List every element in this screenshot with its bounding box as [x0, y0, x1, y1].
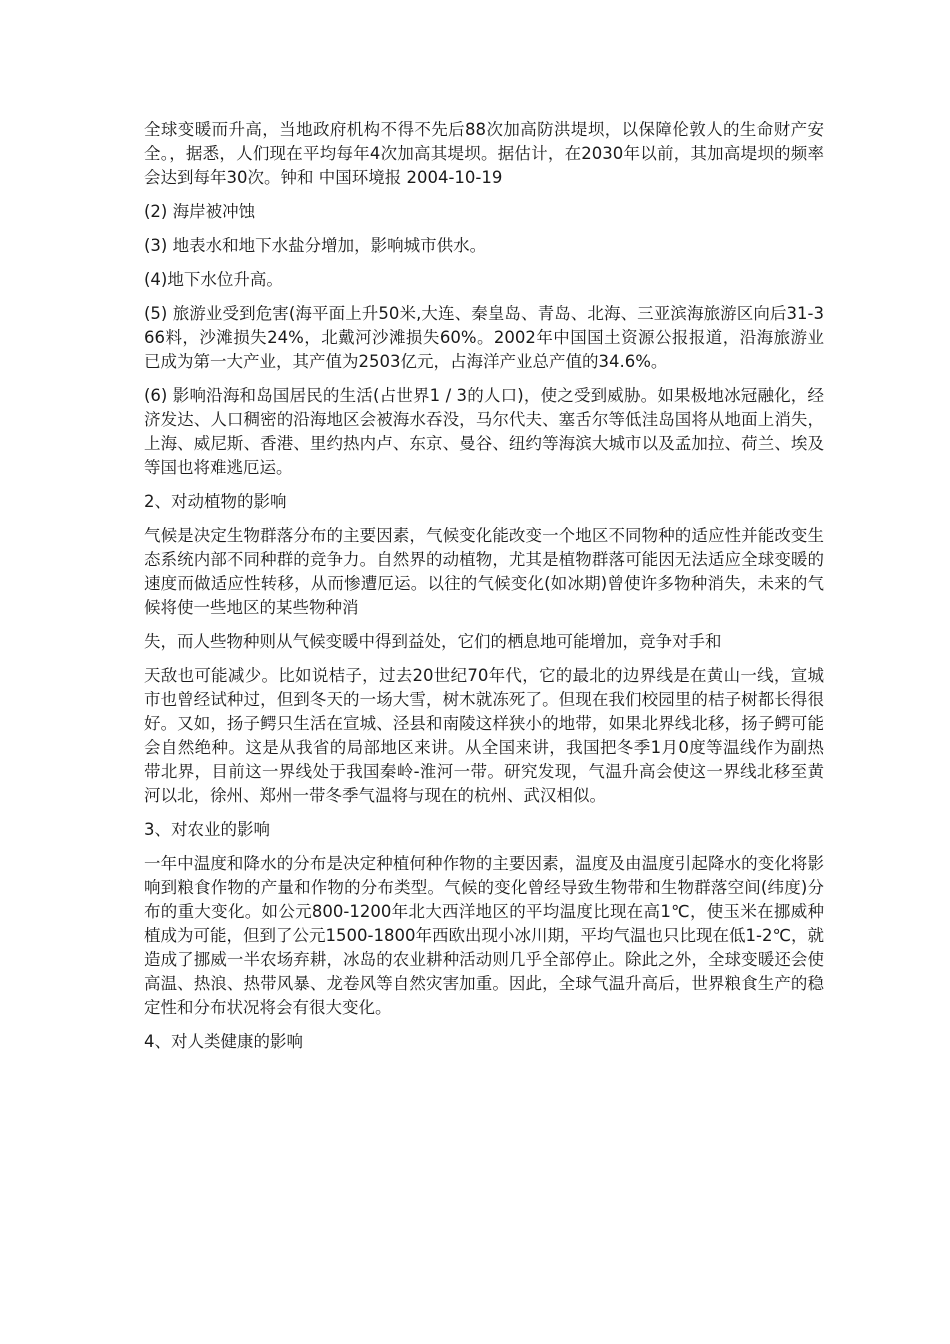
document-body: [144, 118, 824, 1064]
paragraph-coastal-residents: (6) 影响沿海和岛国居民的生活(占世界1 / 3的人口)，使之受到威胁。如果极地冰冠融化，经济发达、人口稠密的沿海地区会被海水吞没，马尔代夫、塞舌尔等低洼岛国将从地面上消失，上海、威尼斯、香港、里约热内卢、东京、曼谷、纽约等海滨大城市以及孟加拉、荷兰、埃及等国也将难逃厄运。: [144, 386, 824, 477]
paragraph-salinity-water-supply: (3) 地表水和地下水盐分增加，影响城市供水。: [144, 236, 487, 255]
section-heading-plants-animals: 2、对动植物的影响: [144, 492, 287, 511]
section-heading-agriculture: 3、对农业的影响: [144, 820, 270, 839]
paragraph-agriculture-impact: 一年中温度和降水的分布是决定种植何种作物的主要因素，温度及由温度引起降水的变化将影响到粮食作物的产量和作物的分布类型。气候的变化曾经导致生物带和生物群落空间(纬度)分布的重大变化。如公元800-1200年北大西洋地区的平均温度比现在高1℃，使玉米在挪威种植成为可能，但到了公元1500-1800年西欧出现小冰川期，平均气温也只比现在低1-2℃，就造成了挪威一半农场弃耕，冰岛的农业耕种活动则几乎全部停止。除此之外，全球变暖还会使高温、热浪、热带风暴、龙卷风等自然灾害加重。因此，全球气温升高后，世界粮食生产的稳定性和分布状况将会有很大变化。: [144, 854, 824, 1017]
section-heading-human-health: 4、对人类健康的影响: [144, 1032, 303, 1051]
paragraph-groundwater-rise: (4)地下水位升高。: [144, 270, 283, 289]
paragraph-climate-ecosystems: 气候是决定生物群落分布的主要因素，气候变化能改变一个地区不同物种的适应性并能改变生态系统内部不同种群的竞争力。自然界的动植物，尤其是植物群落可能因无法适应全球变暖的速度而做适应性转移，从而惨遭厄运。以往的气候变化(如冰期)曾使许多物种消失，未来的气候将使一些地区的某些物种消: [144, 526, 824, 617]
paragraph-orange-alligator-example: 天敌也可能减少。比如说桔子，过去20世纪70年代，它的最北的边界线是在黄山一线，宣城市也曾经试种过，但到冬天的一场大雪，树木就冻死了。但现在我们校园里的桔子树都长得很好。又如，扬子鳄只生活在宣城、泾县和南陵这样狭小的地带，如果北界线北移，扬子鳄可能会自然绝种。这是从我省的局部地区来讲。从全国来讲，我国把冬季1月0度等温线作为副热带北界，目前这一界线处于我国秦岭-淮河一带。研究发现，气温升高会使这一界线北移至黄河以北，徐州、郑州一带冬季气温将与现在的杭州、武汉相似。: [144, 666, 824, 805]
paragraph-tourism-damage: (5) 旅游业受到危害(海平面上升50米,大连、秦皇岛、青岛、北海、三亚滨海旅游区向后31-366料，沙滩损失24%，北戴河沙滩损失60%。2002年中国国土资源公报报道，沿海旅游业已成为第一大产业，其产值为2503亿元，占海洋产业总产值的34.6%。: [144, 304, 824, 371]
paragraph-london-flood-defense: 全球变暖而升高，当地政府机构不得不先后88次加高防洪堤坝，以保障伦敦人的生命财产安全。，据悉，人们现在平均每年4次加高其堤坝。据估计，在2030年以前，其加高堤坝的频率会达到每年30次。钟和 中国环境报 2004-10-19: [144, 120, 824, 187]
paragraph-species-benefit: 失，而人些物种则从气候变暖中得到益处，它们的栖息地可能增加，竞争对手和: [144, 632, 722, 651]
paragraph-coast-erosion: (2) 海岸被冲蚀: [144, 202, 256, 221]
